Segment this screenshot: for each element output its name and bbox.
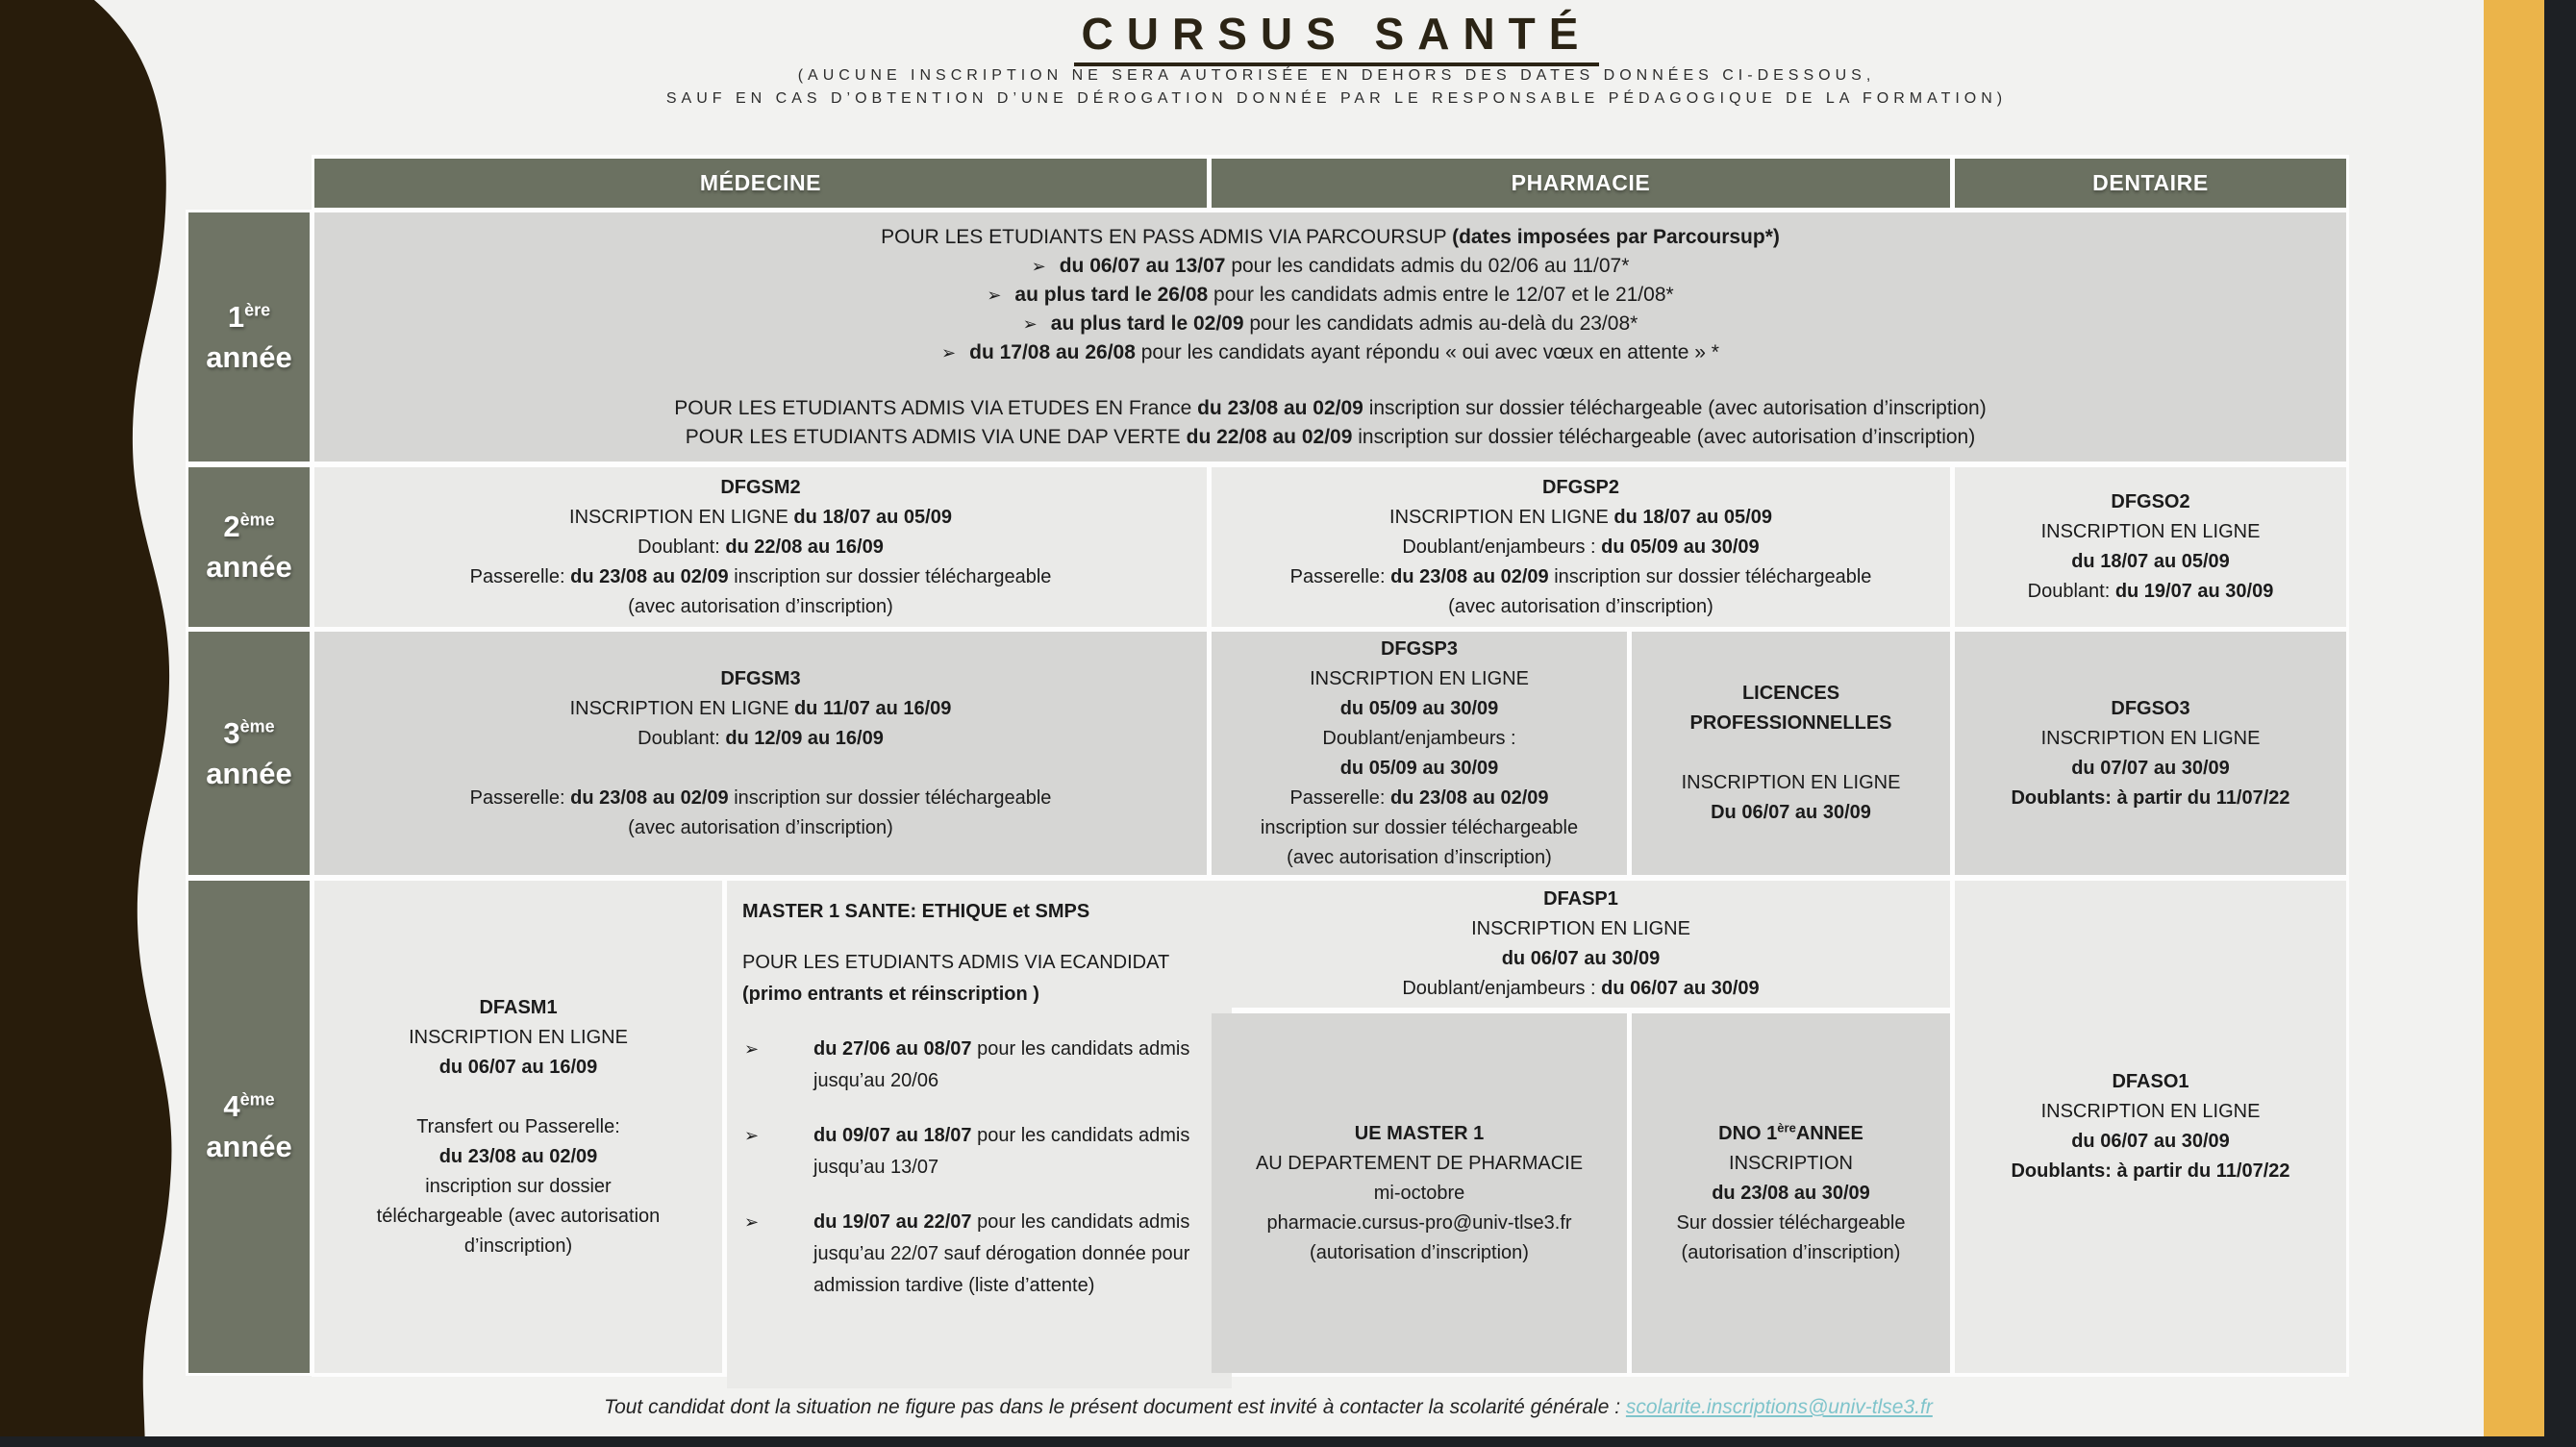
cell-annee3-pharmacie-licences-pro [1632,632,1950,875]
text-line [314,338,2346,367]
text-line [1212,974,1950,1004]
text-line [314,664,1207,694]
row-label-annee-2 [188,467,310,627]
text-segment: Passerelle: [469,786,571,809]
text-line [1955,1127,2346,1157]
text-segment: du 19/07 au 30/09 [2114,581,2274,602]
text-line [1632,768,1950,798]
text-segment: Doublant: [638,727,726,749]
text-line [314,1112,722,1142]
arrow-bullet-icon: ➢ [744,1126,760,1145]
bullet-text [813,1207,1222,1302]
text-line [1632,1209,1950,1238]
text-line [1955,487,2346,517]
footer-note [188,1396,2349,1419]
footer-email-link[interactable]: scolarite.inscriptions@univ-tlse3.fr [1625,1396,1933,1418]
text-line [314,1053,722,1083]
text-line [314,724,1207,754]
line-spacer [314,754,1207,784]
text-line [314,423,2346,452]
text-line [1212,1179,1627,1209]
text-segment: AU DEPARTEMENT DE PHARMACIE [1255,1152,1584,1174]
text-segment: PROFESSIONNELLES [1689,712,1892,734]
text-segment: DFGSO3 [2111,697,2190,719]
text-line [314,473,1207,503]
text-segment: du 06/07 au 30/09 [2071,1131,2230,1152]
text-line [314,394,2346,423]
bottom-dark-bar [0,1436,2576,1447]
text-line [1632,709,1950,738]
text-line [314,1023,722,1053]
text-segment: Doublants: à partir du 11/07/22 [2011,1160,2290,1182]
text-segment: du 06/07 au 16/09 [438,1056,598,1078]
text-line [314,252,2346,281]
arrow-bullet-icon: ➢ [1031,256,1046,276]
text-segment: téléchargeable (avec autorisation [376,1205,661,1227]
text-segment: Doublant/enjambeurs : [1402,536,1602,558]
text-line [1632,1179,1950,1209]
arrow-bullet-icon: ➢ [941,342,957,362]
cell-annee4-pharmacie-ue-master1 [1212,1013,1627,1373]
text-line [1955,1157,2346,1186]
column-header-medecine: MÉDECINE [314,159,1207,208]
year-number: 3ème [223,715,275,750]
text-segment: Passerelle: [469,565,571,587]
text-segment: INSCRIPTION EN LIGNE [2040,521,2261,542]
wave-shape-icon [0,0,212,1447]
text-segment: au plus tard le 02/09 [1050,312,1244,335]
text-segment: INSCRIPTION EN LIGNE [569,697,794,719]
text-segment: INSCRIPTION EN LIGNE [1471,918,1690,939]
cell-annee2-dentaire [1955,467,2346,627]
text-segment: du 06/07 au 30/09 [1501,948,1661,969]
bullet-text [813,1034,1222,1097]
text-segment: INSCRIPTION EN LIGNE [569,506,794,528]
text-line [314,784,1207,813]
text-segment: du 05/09 au 30/09 [1339,697,1499,719]
bullet-text [969,341,1719,363]
text-line [1212,533,1950,562]
text-segment: du 11/07 au 16/09 [793,697,952,719]
text-line [1212,664,1627,694]
text-line [1955,1067,2346,1097]
year-number: 4ème [223,1089,275,1123]
text-segment: MASTER 1 SANTE: ETHIQUE et SMPS [742,901,1090,922]
text-segment: inscription sur dossier téléchargeable [728,786,1052,809]
text-segment: Doublant/enjambeurs : [1322,727,1516,749]
text-line [1212,843,1627,873]
text-segment: Passerelle: [1289,565,1391,587]
text-segment: du 18/07 au 05/09 [2071,551,2230,572]
text-segment: DNO 1 [1718,1122,1778,1144]
text-segment: INSCRIPTION EN LIGNE [1681,772,1901,793]
year-number: 2ème [223,510,275,543]
text-segment: pour les candidats admis entre le 12/07 et le 21/08* [1208,283,1674,306]
text-line [314,533,1207,562]
text-line [314,281,2346,310]
text-segment: pour les candidats admis du 02/06 au 11/07* [1225,254,1630,277]
bullet-text [813,1120,1222,1184]
text-segment: DFASM1 [479,996,558,1018]
line-spacer [1632,738,1950,768]
text-segment: du 06/07 au 30/09 [1601,978,1760,999]
cell-annee4-dentaire-dfaso1 [1955,881,2346,1373]
text-line [314,503,1207,533]
text-segment: DFASO1 [2112,1071,2189,1092]
text-segment: pour les candidats admis jusqu’au 20/06 [813,1038,1190,1091]
text-segment: DFGSP3 [1380,637,1459,660]
text-line [1955,784,2346,813]
text-line [1955,724,2346,754]
line-spacer [314,367,2346,394]
arrow-bullet-icon: ➢ [1022,313,1038,334]
text-line [1212,813,1627,843]
arrow-bullet-icon: ➢ [987,285,1002,305]
column-header-dentaire: DENTAIRE [1955,159,2346,208]
page-subtitle-line1: (AUCUNE INSCRIPTION NE SERA AUTORISÉE EN DEHORS DES DATES DONNÉES CI-DESSOUS, [797,67,1876,84]
left-wave-decoration [0,0,212,1447]
text-line [1212,503,1950,533]
text-segment: Doublant: [2027,581,2115,602]
text-line [1212,885,1950,914]
text-line [742,1034,1222,1097]
cell-annee4-medecine-dfasm1 [314,881,722,1373]
text-segment: Doublant: [638,536,726,558]
text-segment: POUR LES ETUDIANTS ADMIS VIA ECANDIDAT [742,952,1170,973]
text-segment: pharmacie.cursus-pro@univ-tlse3.fr [1266,1211,1572,1234]
text-segment: POUR LES ETUDIANTS ADMIS VIA UNE DAP VERTE [685,425,1187,448]
text-line [1212,592,1950,622]
text-segment: INSCRIPTION EN LIGNE [2040,1101,2261,1122]
bullet-text [1014,284,1673,306]
footer-text: Tout candidat dont la situation ne figure pas dans le présent document est invité à contacter la scolarité générale : [604,1396,1626,1418]
text-segment: Passerelle: [1289,786,1390,809]
text-segment: du 17/08 au 26/08 [969,340,1136,363]
text-segment: (avec autorisation d’inscription) [1287,846,1552,868]
text-line [314,993,722,1023]
text-segment: pour les candidats admis jusqu’au 22/07 sauf dérogation donnée pour admission tardive (liste d’attente) [813,1211,1190,1296]
text-segment: du 22/08 au 16/09 [725,536,884,558]
text-line [314,562,1207,592]
text-segment: du 19/07 au 22/07 [813,1211,972,1233]
text-segment: du 18/07 au 05/09 [793,506,952,528]
bullet-text [1051,312,1638,335]
text-segment: (avec autorisation d’inscription) [628,595,893,617]
text-line [314,1232,722,1261]
column-header-pharmacie: PHARMACIE [1212,159,1950,208]
text-segment: inscription sur dossier téléchargeable [1260,816,1579,838]
text-line [1212,473,1950,503]
text-segment: du 12/09 au 16/09 [725,727,884,749]
text-line [1212,1149,1627,1179]
text-line [742,1207,1222,1302]
year-word: année [206,550,292,584]
text-segment: du 23/08 au 02/09 [570,786,729,809]
page-title: CURSUS SANTÉ [188,8,2486,66]
text-segment: inscription sur dossier téléchargeable (avec autorisation d’inscription) [1352,425,1976,448]
text-line [742,896,1222,928]
text-segment: du 23/08 au 02/09 [1390,565,1549,587]
row-label-annee-1 [188,212,310,462]
text-segment: du 09/07 au 18/07 [813,1125,972,1146]
text-line [1632,679,1950,709]
text-line [314,223,2346,252]
text-segment: (autorisation d’inscription) [1310,1241,1529,1263]
text-segment: LICENCES [1741,683,1840,704]
year-number: 1ère [227,299,271,334]
right-yellow-bar [2484,0,2544,1447]
text-line [1212,754,1627,784]
row-label-annee-4 [188,881,310,1373]
cell-annee3-medecine [314,632,1207,875]
text-line [742,947,1222,979]
cell-annee4-pharmacie-dno [1632,1013,1950,1373]
text-segment: DFGSM3 [720,667,801,689]
text-segment: du 23/08 au 02/09 [1197,396,1363,419]
text-segment: du 23/08 au 02/09 [1389,786,1549,809]
text-line [1955,754,2346,784]
text-segment: pour les candidats ayant répondu « oui avec vœux en attente » * [1135,340,1719,363]
text-line [314,694,1207,724]
text-segment: ère [1777,1119,1796,1135]
text-segment: du 23/08 au 02/09 [438,1145,598,1167]
text-segment: du 05/09 au 30/09 [1339,757,1499,779]
text-line [1212,694,1627,724]
text-line [1212,1119,1627,1149]
text-line [1212,562,1950,592]
text-line [314,1202,722,1232]
text-segment: inscription sur dossier téléchargeable [728,565,1052,587]
text-segment: pour les candidats admis au-delà du 23/08* [1243,312,1638,335]
line-spacer [742,928,1222,947]
cell-annee4-medecine-master1-sante [727,881,1232,1388]
cell-annee1-all-filieres [314,212,2346,462]
year-word: année [206,339,292,374]
cell-annee4-pharmacie-dfasp1 [1212,881,1950,1008]
bullet-text [1060,255,1630,277]
text-segment: UE MASTER 1 [1354,1122,1485,1144]
text-segment: POUR LES ETUDIANTS ADMIS VIA ETUDES EN France [674,396,1198,419]
text-segment: (dates imposées par Parcoursup*) [1452,225,1780,248]
cell-annee3-dentaire [1955,632,2346,875]
text-segment: inscription sur dossier téléchargeable [1548,565,1872,587]
text-line [1212,784,1627,813]
text-segment: (autorisation d’inscription) [1681,1241,1901,1263]
text-segment: (avec autorisation d’inscription) [1448,595,1713,617]
text-line [1632,1238,1950,1268]
text-segment: DFGSP2 [1541,476,1620,498]
text-line [1955,694,2346,724]
text-segment: DFGSM2 [720,476,801,498]
line-spacer [314,1083,722,1112]
text-line [1212,1238,1627,1268]
text-segment: POUR LES ETUDIANTS EN PASS ADMIS VIA PARCOURSUP [881,225,1453,248]
text-segment: du 22/08 au 02/09 [1186,425,1353,448]
text-segment: inscription sur dossier téléchargeable (avec autorisation d’inscription) [1363,396,1987,419]
year-word: année [206,756,292,790]
text-segment: d’inscription) [463,1235,573,1257]
text-segment: DFGSO2 [2111,491,2190,512]
text-segment: Sur dossier téléchargeable [1676,1211,1906,1234]
text-line [1955,517,2346,547]
row-label-annee-3 [188,632,310,875]
year-word: année [206,1130,292,1163]
text-segment: DFASP1 [1543,888,1618,910]
text-line [1212,944,1950,974]
text-line [1632,1119,1950,1149]
text-segment: du 23/08 au 02/09 [570,565,729,587]
text-line [1955,577,2346,607]
text-line [742,979,1222,1010]
text-line [314,592,1207,622]
text-segment: du 27/06 au 08/07 [813,1038,972,1060]
text-line [1632,798,1950,828]
text-segment: INSCRIPTION EN LIGNE [1389,506,1614,528]
text-line [314,310,2346,338]
text-line [742,1120,1222,1184]
line-spacer [742,1097,1222,1120]
text-line [314,813,1207,843]
text-segment: INSCRIPTION EN LIGNE [1310,667,1529,689]
text-segment: du 05/09 au 30/09 [1601,536,1760,558]
text-segment: INSCRIPTION EN LIGNE [2040,727,2261,749]
text-segment: au plus tard le 26/08 [1014,283,1209,306]
line-spacer [742,1010,1222,1034]
cell-annee2-medecine [314,467,1207,627]
text-segment: ANNEE [1795,1122,1863,1144]
text-line [1212,1209,1627,1238]
text-segment: du 18/07 au 05/09 [1613,506,1772,528]
text-segment: INSCRIPTION [1729,1152,1853,1174]
page-subtitle-line2: SAUF EN CAS D’OBTENTION D’UNE DÉROGATION DONNÉE PAR LE RESPONSABLE PÉDAGOGIQUE DE LA FORMATION) [665,90,2008,107]
cell-annee2-pharmacie [1212,467,1950,627]
text-segment: (primo entrants et réinscription ) [742,984,1039,1005]
text-line [1955,547,2346,577]
text-segment: Doublants: à partir du 11/07/22 [2011,786,2290,809]
text-segment: Du 06/07 au 30/09 [1711,802,1871,823]
cell-annee3-pharmacie-dfgsp3 [1212,632,1627,875]
text-segment: inscription sur dossier [425,1175,612,1197]
arrow-bullet-icon: ➢ [744,1212,760,1232]
text-segment: Doublant/enjambeurs : [1402,978,1602,999]
text-segment: mi-octobre [1373,1182,1465,1204]
text-segment: INSCRIPTION EN LIGNE [409,1026,628,1048]
text-segment: du 23/08 au 30/09 [1712,1182,1870,1204]
text-line [314,1142,722,1172]
text-segment: (avec autorisation d’inscription) [628,816,893,838]
text-line [1212,724,1627,754]
text-segment: Transfert ou Passerelle: [416,1115,620,1137]
text-segment: du 06/07 au 13/07 [1059,254,1226,277]
right-dark-edge [2544,0,2576,1447]
line-spacer [742,1184,1222,1207]
text-segment: pour les candidats admis jusqu’au 13/07 [813,1125,1190,1178]
text-line [1632,1149,1950,1179]
text-line [1212,635,1627,664]
text-line [1955,1097,2346,1127]
text-line [1212,914,1950,944]
arrow-bullet-icon: ➢ [744,1039,760,1059]
text-line [314,1172,722,1202]
text-segment: du 07/07 au 30/09 [2071,757,2230,779]
